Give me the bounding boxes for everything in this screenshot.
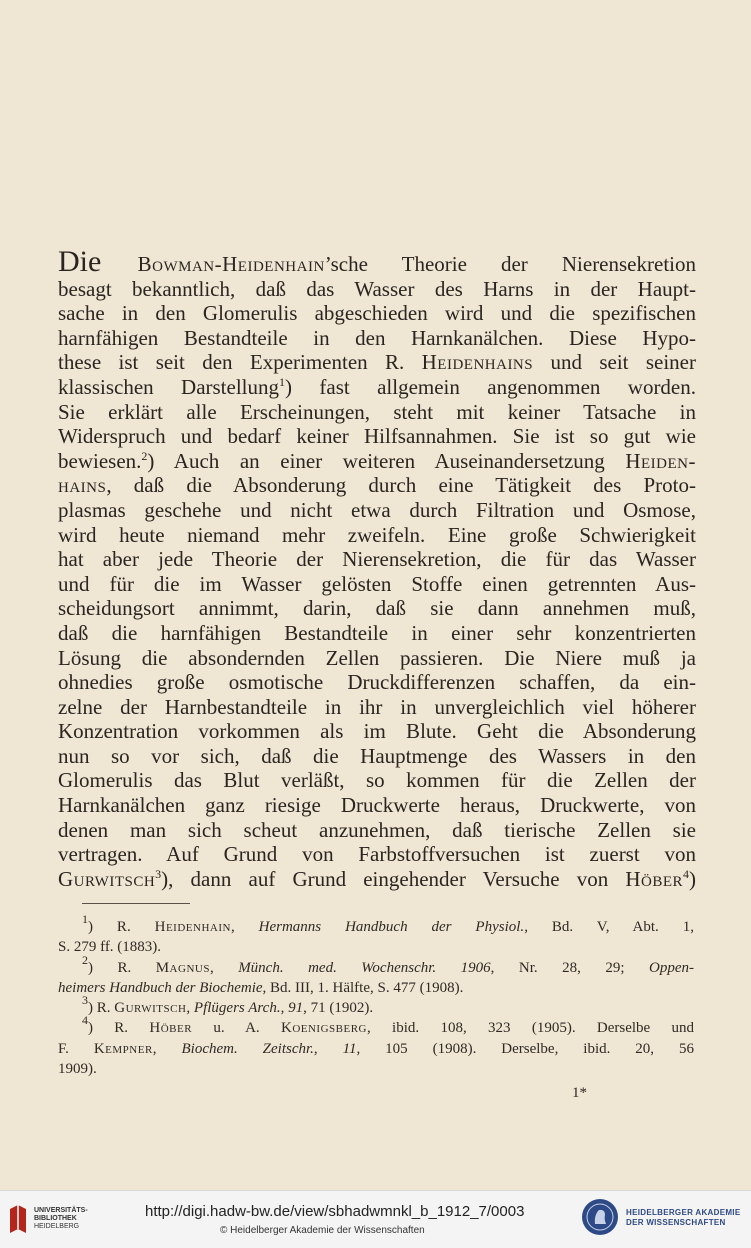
author-name: Heidenhains xyxy=(421,350,534,375)
text-line: nun so vor sich, daß die Hauptmenge des Wassers in den xyxy=(58,743,696,768)
text-line: zelne der Harnbestandteile in ihr in unvergleichlich viel höherer xyxy=(58,694,696,719)
text-line: Glomerulis das Blut verläßt, so kommen für die Zellen der xyxy=(58,768,696,793)
copyright-notice: © Heidelberger Akademie der Wissenschaften xyxy=(220,1225,425,1236)
main-paragraph xyxy=(58,245,697,891)
author-name: Gurwitsch xyxy=(58,866,156,891)
signature-mark: 1* xyxy=(572,1085,587,1101)
text-line: ohnedies große osmotische Druckdifferenzen schaffen, da ein- xyxy=(58,670,696,695)
permalink-url[interactable]: http://digi.hadw-bw.de/view/sbhadwmnkl_b_1912_7/0003 xyxy=(145,1203,525,1220)
viewer-footer xyxy=(0,1190,751,1248)
text-line: harnfähigen Bestandteile in den Harnkanälchen. Diese Hypo- xyxy=(58,325,696,350)
text-line: Lösung die absondernden Zellen passieren. Die Niere muß ja xyxy=(58,645,696,670)
text-line: vertragen. Auf Grund von Farbstoffversuchen ist zuerst von xyxy=(58,842,696,867)
text-line: scheidungsort annimmt, darin, daß sie dann annehmen muß, xyxy=(58,596,696,621)
text-line: hat aber jede Theorie der Nierensekretion, die für das Wasser xyxy=(58,547,696,572)
text-line: denen man sich scheut anzunehmen, daß tierische Zellen sie xyxy=(58,817,696,842)
footnote-4: $^4$) R. Höber u. A. Koenigsberg, ibid. 108, 323 (1905). Derselbe und xyxy=(82,1013,694,1037)
author-name: Höber xyxy=(625,866,683,891)
author-name: Heiden- xyxy=(625,448,696,473)
footnote-4-end: 1909). xyxy=(58,1061,97,1078)
footnotes xyxy=(58,912,694,1079)
footnote-ref[interactable]: 4 xyxy=(683,866,689,881)
footnote-divider xyxy=(82,903,190,904)
text-line: hains, daß die Absonderung durch eine Tätigkeit des Proto- xyxy=(58,473,696,498)
footnote-ref[interactable]: 3 xyxy=(155,866,162,881)
text-line: und für die im Wasser gelösten Stoffe einen getrennten Aus- xyxy=(58,571,696,596)
author-name: hains xyxy=(58,473,107,498)
author-name: Bowman-Heidenhain xyxy=(137,252,325,276)
academy-name: HEIDELBERGER AKADEMIE DER WISSENSCHAFTEN xyxy=(626,1208,741,1227)
university-library-logo-icon[interactable] xyxy=(8,1203,28,1235)
text-line: plasmas geschehe und nicht etwa durch Filtration und Osmose, xyxy=(58,497,696,522)
academy-seal-icon[interactable] xyxy=(582,1199,618,1235)
text-line: wird heute niemand mehr zweifeln. Eine große Schwierigkeit xyxy=(58,522,696,547)
text-line: Sie erklärt alle Erscheinungen, steht mit keiner Tatsache in xyxy=(58,399,696,424)
text-line: these ist seit den Experimenten R. Heidenhains und seit seiner xyxy=(58,350,696,375)
text-line: Konzentration vorkommen als im Blute. Geht die Absonderung xyxy=(58,719,696,744)
footnote-1: $^1$) R. Heidenhain, Hermanns Handbuch der Physiol., Bd. V, Abt. 1, xyxy=(82,912,694,935)
footnote-2: $^2$) R. Magnus, Münch. med. Wochenschr. 1906, Nr. 28, 29; Oppen- xyxy=(82,952,694,976)
footnote-2-cont: heimers Handbuch der Biochemie, Bd. III, 1. Hälfte, S. 477 (1908). xyxy=(58,979,464,996)
text-line: bewiesen.$^2$) Auch an einer weiteren Auseinandersetzung Heiden- xyxy=(58,448,696,473)
footnote-3: $^3$) R. Gurwitsch, Pflügers Arch., 91, 71 (1902). xyxy=(82,993,374,1017)
text-line: Widerspruch und bedarf keiner Hilfsannahmen. Sie ist so gut wie xyxy=(58,424,696,449)
text-line: klassischen Darstellung$^1$) fast allgemein angenommen worden. xyxy=(58,374,697,399)
text-line: Harnkanälchen ganz riesige Druckwerte heraus, Druckwerte, von xyxy=(58,793,696,818)
footnote-4-cont: F. Kempner, Biochem. Zeitschr., 11, 105 (1908). Derselbe, ibid. 20, 56 xyxy=(58,1040,694,1057)
footnote-ref[interactable]: 2 xyxy=(141,448,148,463)
text-line: Gurwitsch$^3$), dann auf Grund eingehender Versuche von Höber$^4$) xyxy=(58,866,696,891)
text-line: daß die harnfähigen Bestandteile in einer sehr konzentrierten xyxy=(58,620,696,645)
text-line: sache in den Glomerulis abgeschieden wird und die spezifischen xyxy=(58,301,696,326)
footnote-ref[interactable]: 1 xyxy=(279,374,286,389)
university-library-name: UNIVERSITÄTS- BIBLIOTHEK HEIDELBERG xyxy=(34,1207,88,1230)
text-line: besagt bekanntlich, daß das Wasser des Harns in der Haupt- xyxy=(58,276,696,301)
footnote-1-cont: S. 279 ff. (1883). xyxy=(58,939,162,956)
text-line: Die Bowman-Heidenhain’sche Theorie der Nierensekretion xyxy=(58,245,696,278)
